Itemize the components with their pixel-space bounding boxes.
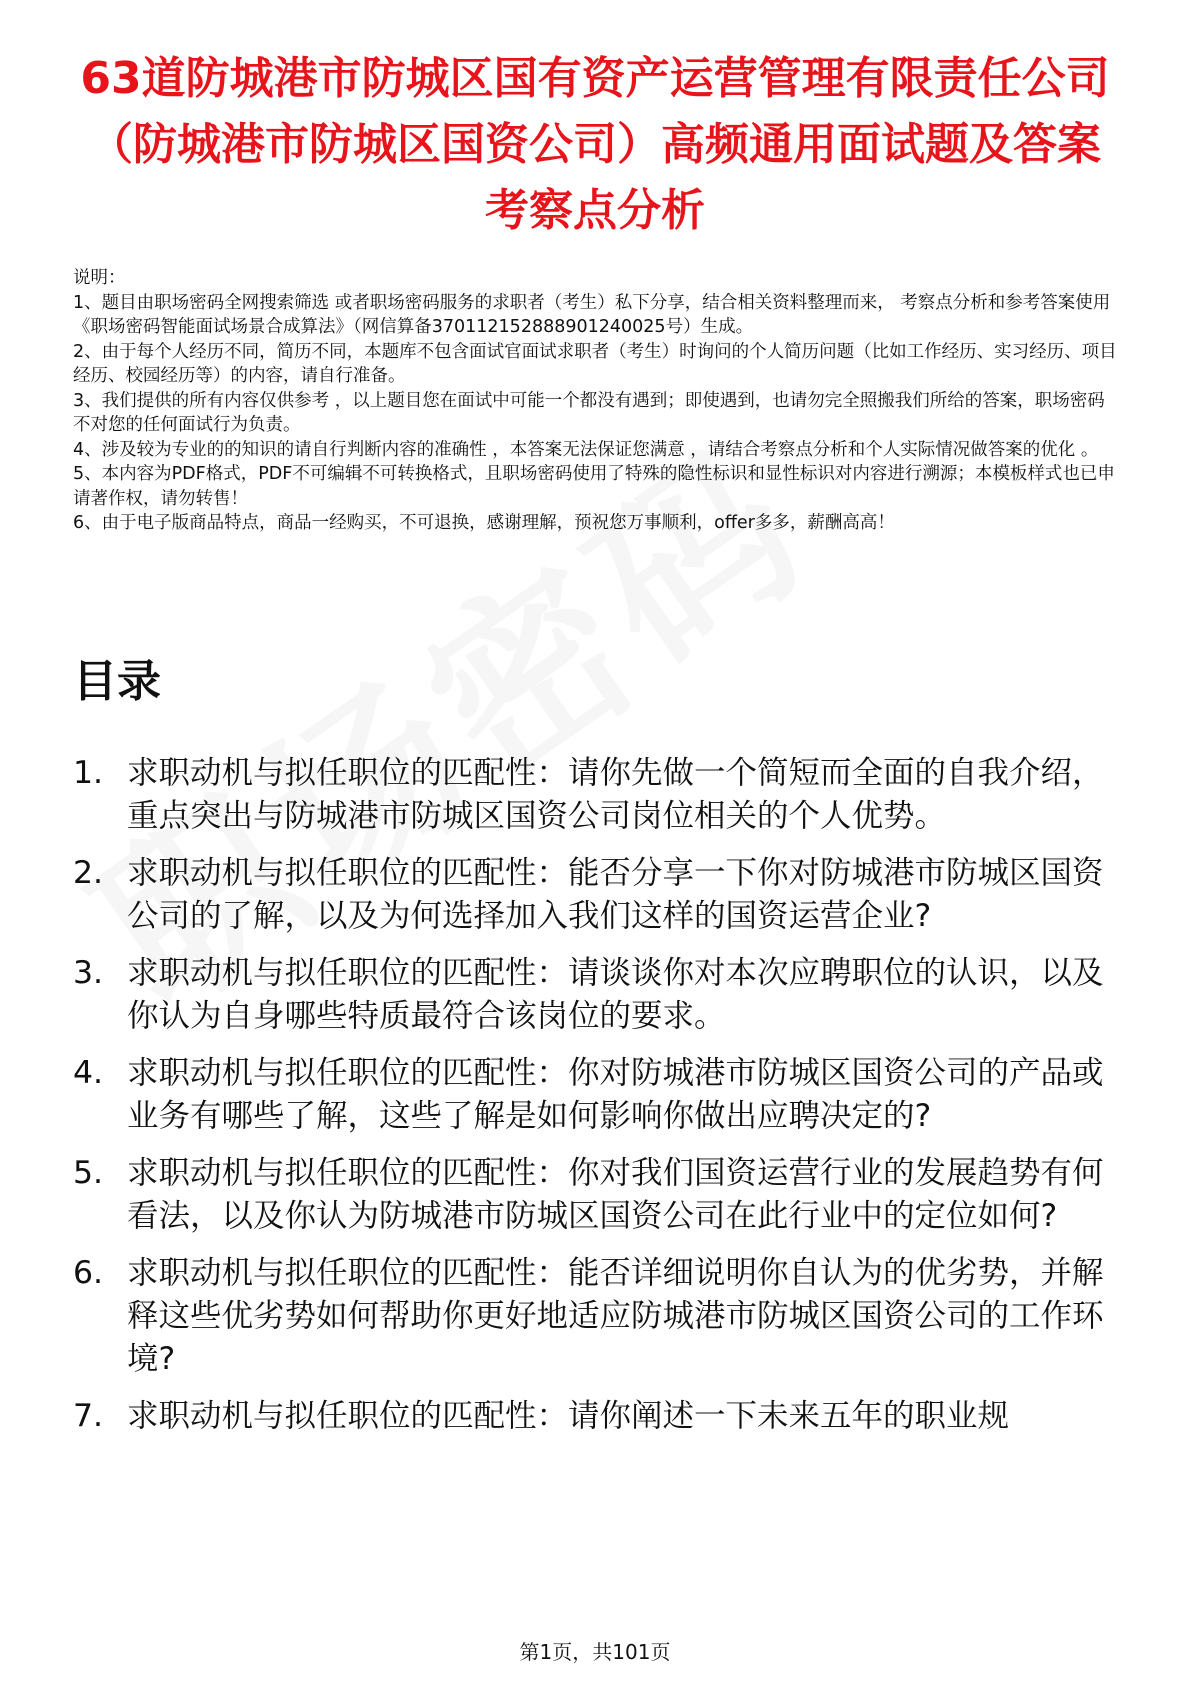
toc-item-text: 求职动机与拟任职位的匹配性：你对我们国资运营行业的发展趋势有何看法，以及你认为防城港市防城区国资公司在此行业中的定位如何? — [127, 1155, 1104, 1234]
toc-item-text: 求职动机与拟任职位的匹配性：请你先做一个简短而全面的自我介绍，重点突出与防城港市防城区国资公司岗位相关的个人优势。 — [127, 755, 1104, 834]
toc-item-number: 4. — [73, 1055, 104, 1091]
toc-item[interactable] — [73, 1252, 1113, 1381]
toc-item[interactable] — [73, 852, 1113, 938]
toc-item-text: 求职动机与拟任职位的匹配性：请谈谈你对本次应聘职位的认识，以及你认为自身哪些特质最符合该岗位的要求。 — [127, 955, 1104, 1034]
toc-item[interactable] — [73, 1152, 1113, 1238]
toc-item[interactable] — [73, 1052, 1113, 1138]
toc-item-text: 求职动机与拟任职位的匹配性：能否分享一下你对防城港市防城区国资公司的了解，以及为何选择加入我们这样的国资运营企业? — [127, 855, 1104, 934]
toc-heading: 目录 — [73, 656, 161, 707]
toc-item[interactable] — [73, 952, 1113, 1038]
toc-item-number: 6. — [73, 1255, 104, 1291]
notes-section — [73, 266, 1118, 536]
toc-item[interactable] — [73, 752, 1113, 838]
document-title: 63道防城港市防城区国有资产运营管理有限责任公司（防城港市防城区国资公司）高频通用面试题及答案考察点分析 — [80, 53, 1110, 236]
toc-item-number: 7. — [73, 1398, 104, 1434]
toc-item-text: 求职动机与拟任职位的匹配性：请你阐述一下未来五年的职业规 — [127, 1398, 1010, 1434]
page-footer: 第1页，共101页 — [519, 1640, 671, 1664]
toc-item-text: 求职动机与拟任职位的匹配性：能否详细说明你自认为的优劣势，并解释这些优劣势如何帮助你更好地适应防城港市防城区国资公司的工作环境? — [127, 1255, 1104, 1377]
toc-item-number: 2. — [73, 855, 104, 891]
note-item: 3、我们提供的所有内容仅供参考 ，以上题目您在面试中可能一个都没有遇到；即使遇到，也请勿完全照搬我们所给的答案，职场密码不对您的任何面试行为负责。 — [73, 390, 1105, 435]
toc-item[interactable] — [73, 1395, 1113, 1438]
note-item: 1、题目由职场密码全网搜索筛选 或者职场密码服务的求职者（考生）私下分享，结合相关资料整理而来， 考察点分析和参考答案使用《职场密码智能面试场景合成算法》（网信算备370112152888901240025号）生成。 — [73, 292, 1111, 337]
toc-item-number: 1. — [73, 755, 104, 791]
note-item: 4、涉及较为专业的的知识的请自行判断内容的准确性 ，本答案无法保证您满意 ，请结合考察点分析和个人实际情况做答案的优化 。 — [73, 439, 1099, 460]
toc-list — [73, 752, 1113, 1452]
note-item: 2、由于每个人经历不同，简历不同，本题库不包含面试官面试求职者（考生）时询问的个人简历问题（比如工作经历、实习经历、项目经历、校园经历等）的内容，请自行准备。 — [73, 341, 1117, 386]
notes-heading: 说明： — [73, 268, 126, 288]
toc-item-number: 5. — [73, 1155, 104, 1191]
note-item: 5、本内容为PDF格式，PDF不可编辑不可转换格式，且职场密码使用了特殊的隐性标识和显性标识对内容进行溯源；本模板样式也已申请著作权，请勿转售！ — [73, 464, 1115, 509]
toc-item-text: 求职动机与拟任职位的匹配性：你对防城港市防城区国资公司的产品或业务有哪些了解，这些了解是如何影响你做出应聘决定的? — [127, 1055, 1104, 1134]
toc-item-number: 3. — [73, 955, 104, 991]
note-item: 6、由于电子版商品特点，商品一经购买，不可退换，感谢理解，预祝您万事顺利，offer多多，薪酬高高！ — [73, 513, 895, 533]
